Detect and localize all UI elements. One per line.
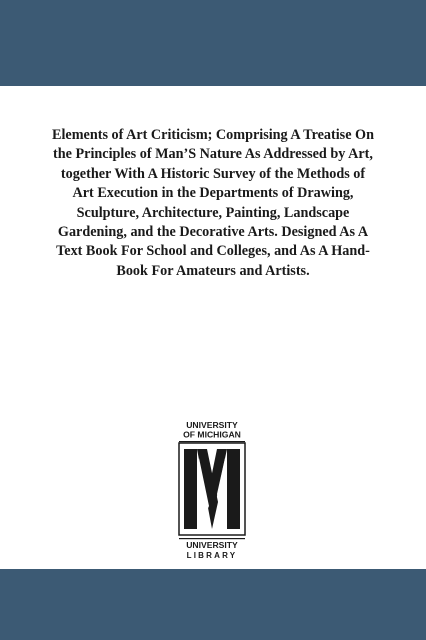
seal-line-university: UNIVERSITY bbox=[186, 420, 238, 430]
bottom-color-band bbox=[0, 569, 426, 640]
top-color-band bbox=[0, 0, 426, 86]
m-monogram-icon bbox=[179, 443, 245, 535]
seal-line-library: LIBRARY bbox=[186, 551, 238, 560]
university-of-michigan-library-seal-icon bbox=[176, 420, 248, 564]
book-title: Elements of Art Criticism; Comprising A Treatise On the Principles of Man’S Nature As Addressed by Art, together With A Historic Survey of the Methods of Art Execution in the Departments of Drawing, Sculpture, Architecture, Painting, Landscape Gardening, and the Decorative Arts. Designed As A Text Book For School and Colleges, and As A Hand-Book For Amateurs and Artists. bbox=[52, 127, 374, 279]
seal-line-university-bottom: UNIVERSITY bbox=[186, 540, 238, 550]
seal-line-of-michigan: OF MICHIGAN bbox=[183, 429, 241, 440]
